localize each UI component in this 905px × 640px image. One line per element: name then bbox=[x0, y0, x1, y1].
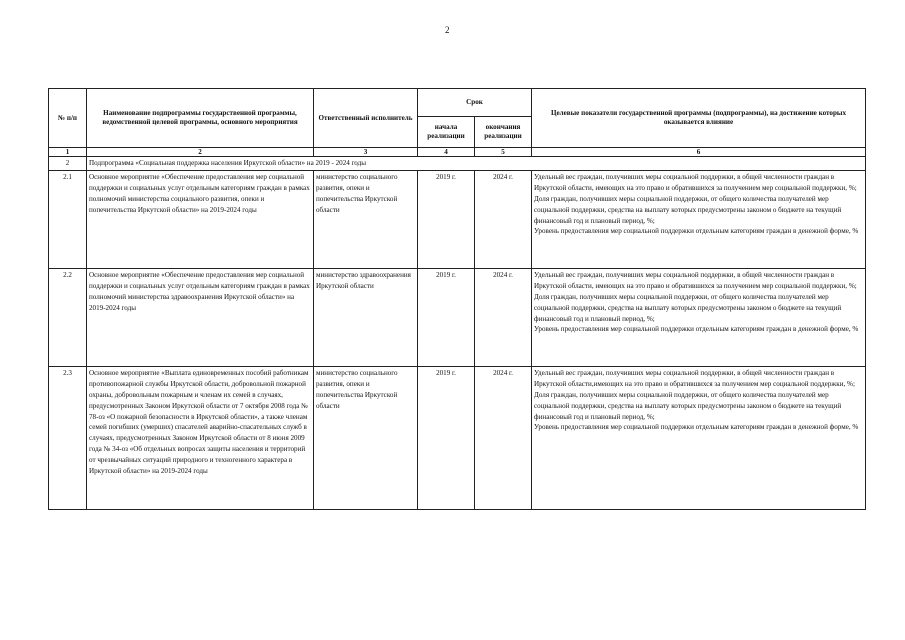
row-executor: министерство социального развития, опеки и попечительства Иркутской области bbox=[314, 170, 418, 268]
row-targets: Удельный вес граждан, получивших меры социальной поддержки, в общей численности граждан в Иркутской области,имеющих на это право и обратившихся за получением мер социальной поддержки, %; Доля граждан, получивших меры социальной поддержки, от общего количества получателей мер социальной поддержки, средства на выплату которых предусмотрены законом о бюджете на текущий финансовый год и плановый период, %; Уровень предоставления мер социальной поддержки отдельным категориям граждан в денежной форме, % bbox=[532, 366, 866, 509]
column-number: 3 bbox=[314, 148, 418, 157]
header-targets: Целевые показатели государственной программы (подпрограммы), на достижение которых оказывается влияние bbox=[532, 89, 866, 148]
row-name: Основное мероприятие «Обеспечение предоставления мер социальной поддержки и социальных услуг отдельным категориям граждан в рамках полномочий министерства социального развития, опеки и попечительства Иркутской области» на 2019-2024 годы bbox=[87, 170, 314, 268]
row-end: 2024 г. bbox=[475, 268, 532, 366]
row-executor: министерство здравоохранения Иркутской области bbox=[314, 268, 418, 366]
row-name: Основное мероприятие «Обеспечение предоставления мер социальной поддержки и социальных услуг отдельным категориям граждан в рамках полномочий министерства здравоохранения Иркутской области» на 2019-2024 годы bbox=[87, 268, 314, 366]
column-number: 2 bbox=[87, 148, 314, 157]
row-targets: Удельный вес граждан, получивших меры социальной поддержки, в общей численности граждан в Иркутской области, имеющих на это право и обратившихся за получением мер социальной поддержки, %; Доля граждан, получивших меры социальной поддержки, от общего количества получателей мер социальной поддержки, средства на выплату которых предусмотрены законом о бюджете на текущий финансовый год и плановый период, %; Уровень предоставления мер социальной поддержки отдельным категориям граждан в денежной форме, % bbox=[532, 170, 866, 268]
column-number: 1 bbox=[49, 148, 87, 157]
row-end: 2024 г. bbox=[475, 366, 532, 509]
header-start: начала реализации bbox=[418, 117, 475, 148]
subprogram-num: 2 bbox=[49, 157, 87, 171]
row-targets: Удельный вес граждан, получивших меры социальной поддержки, в общей численности граждан в Иркутской области, имеющих на это право и обратившихся за получением мер социальной поддержки, %; Доля граждан, получивших меры социальной поддержки, от общего количества получателей мер социальной поддержки, средства на выплату которых предусмотрены законом о бюджете на текущий финансовый год и плановый период, %; Уровень предоставления мер социальной поддержки отдельным категориям граждан в денежной форме, % bbox=[532, 268, 866, 366]
page-number: 2 bbox=[445, 25, 450, 35]
row-start: 2019 г. bbox=[418, 366, 475, 509]
row-num: 2.3 bbox=[49, 366, 87, 509]
row-executor: министерство социального развития, опеки и попечительства Иркутской области bbox=[314, 366, 418, 509]
table-row bbox=[49, 268, 866, 366]
row-num: 2.2 bbox=[49, 268, 87, 366]
row-name: Основное мероприятие «Выплата единовременных пособий работникам противопожарной службы Иркутской области, добровольной пожарной охраны, добровольным пожарным и членам их семей в случаях, предусмотренных Законом Иркутской области от 7 октября 2008 года № 78-оз «О пожарной безопасности в Иркутской области», а также членам семей погибших (умерших) спасателей аварийно-спасательных служб в случаях, предусмотренных Законом Иркутской области от 8 июня 2009 года № 34-оз «Об отдельных вопросах защиты населения и территорий от чрезвычайных ситуаций природного и техногенного характера в Иркутской области» на 2019-2024 годы bbox=[87, 366, 314, 509]
header-end: окончания реализации bbox=[475, 117, 532, 148]
header-num: № п/п bbox=[49, 89, 87, 148]
column-number-row bbox=[49, 148, 866, 157]
row-end: 2024 г. bbox=[475, 170, 532, 268]
table-row bbox=[49, 170, 866, 268]
row-start: 2019 г. bbox=[418, 170, 475, 268]
header-executor: Ответственный исполнитель bbox=[314, 89, 418, 148]
column-number: 4 bbox=[418, 148, 475, 157]
row-num: 2.1 bbox=[49, 170, 87, 268]
table-row bbox=[49, 366, 866, 509]
header-term: Срок bbox=[418, 89, 532, 117]
row-start: 2019 г. bbox=[418, 268, 475, 366]
subprogram-title: Подпрограмма «Социальная поддержка населения Иркутской области» на 2019 - 2024 годы bbox=[87, 157, 866, 171]
column-number: 5 bbox=[475, 148, 532, 157]
program-table bbox=[48, 88, 866, 510]
header-name: Наименование подпрограммы государственной программы, ведомственной целевой программы, основного мероприятия bbox=[87, 89, 314, 148]
subprogram-row bbox=[49, 157, 866, 171]
column-number: 6 bbox=[532, 148, 866, 157]
